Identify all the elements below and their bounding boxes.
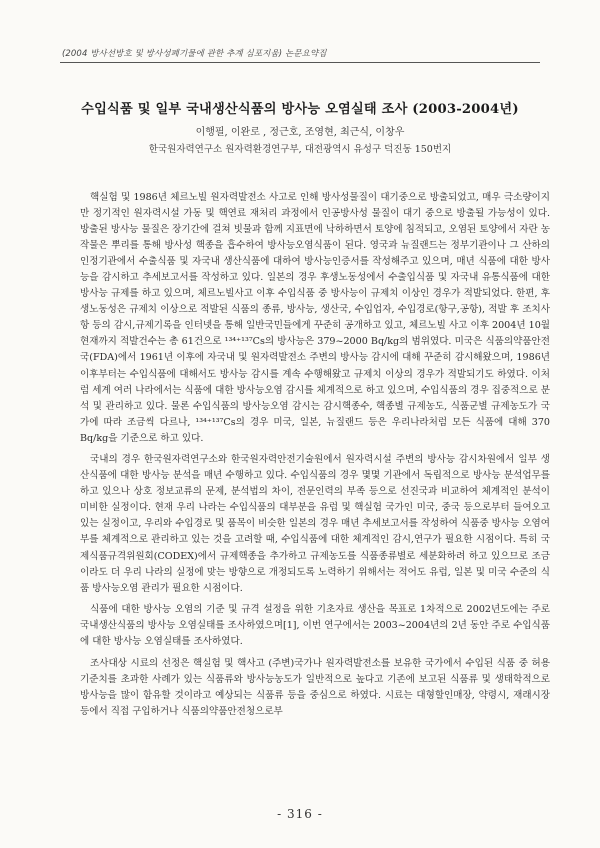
page-number: - 316 -: [277, 807, 323, 821]
body-paragraph-4: 조사대상 시료의 선정은 핵실험 및 핵사고 (주변)국가나 원자력발전소를 보유한 국가에서 수입된 식품 중 허용기준치를 초과한 사례가 있는 식품류와 방사능농도가 일반적으로 높다고 기존에 보고된 식품류 및 생태학적으로 방사능을 많이 함유할 것이라고 예상되는 식품류 등을 중심으로 하였다. 시료는 대형할인매장, 약령시, 재래시장 등에서 직접 구입하거나 식품의약품안전청으로부: [80, 657, 550, 717]
body-paragraph-1: 핵실험 및 1986년 체르노빌 원자력발전소 사고로 인해 방사성물질이 대기중으로 방출되었고, 매우 극소량이지만 정기적인 원자력시설 가동 및 핵연료 재처리 과정에서 인공방사성 물질이 대기 중으로 방출될 가능성이 있다. 방출된 방사능 물질은 장기간에 걸쳐 빗물과 함께 지표면에 낙하하면서 토양에 침적되고, 오염된 토양에서 자란 농작물은 뿌리를 통해 방사성 핵종을 흡수하여 방사능오염식품이 된다. 영국과 뉴질랜드는 정부기관이나 그 산하의 인정기관에서 수출식품 및 자국내 생산식품에 대하여 방사능인증서를 작성해주고 있으며, 매년 식품에 대한 방사능을 감시하고 추세보고서를 작성하고 있다. 일본의 경우 후생노동성에서 수출입식품 및 자국내 유통식품에 대한 방사능 규제를 하고 있으며, 체르노빌사고 이후 수입식품 중 방사능이 규제치 이상인 경우가 적발되었다. 한편, 후생노동성은 규제치 이상으로 적발된 식품의 종류, 방사능, 생산국, 수입업자, 수입경로(항구,공항), 적발 후 조치사항 등의 감시,규제기록을 인터넷을 통해 일반국민들에게 꾸준히 공개하고 있고, 체르노빌 사고 이후 2004년 10월 현재까지 적발건수는 총 61건으로 ¹³⁴⁺¹³⁷Cs의 방사능은 379~2000 Bq/kg의 범위였다. 미국은 식품의약품안전국(FDA)에서 1961년 이후에 자국내 및 원자력발전소 주변의 방사능 감시에 대해 꾸준히 감시해왔으며, 1986년 이후부터는 수입식품에 대해서도 방사능 감시를 계속 수행해왔고 규제치 이상의 경우가 적발되기도 하였다. 이처럼 세계 여러 나라에서는 식품에 대한 방사능오염 감시를 체계적으로 하고 있으며, 수입식품의 경우 집중적으로 분석 및 관리하고 있다. 물론 수입식품의 방사능오염 감시는 감시핵종수, 핵종별 규제농도, 식품군별 규제농도가 국가에 따라 조금씩 다르나, ¹³⁴⁺¹³⁷Cs의 경우 미국, 일본, 뉴질랜드 등은 우리나라처럼 모든 식품에 대해 370 Bq/kg을 기준으로 하고 있다.: [80, 192, 550, 444]
body-paragraph-2: 국내의 경우 한국원자력연구소와 한국원자력안전기술원에서 원자력시설 주변의 방사능 감시차원에서 일부 생산식품에 대한 방사능 분석을 매년 수행하고 있다. 수입식품의 경우 몇몇 기관에서 독립적으로 방사능 분석업무를 하고 있으나 상호 정보교류의 문제, 분석법의 차이, 전문인력의 부족 등으로 선진국과 비교하여 체계적인 분석이 미비한 실정이다. 현재 우리 나라는 수입식품의 대부분을 유럽 및 핵실험 국가인 미국, 중국 등으로부터 들여오고 있는 실정이고, 우리와 수입경로 및 품목이 비슷한 일본의 경우 매년 추세보고서를 작성하여 식품중 방사능 오염여부를 체계적으로 관리하고 있는 것을 고려할 때, 수입식품에 대한 체계적인 감시,연구가 필요한 시점이다. 특히 국제식품규격위원회(CODEX)에서 규제핵종을 추가하고 규제농도를 식품종류별로 세분화하려 하고 있으므로 조금이라도 더 우리 나라의 실정에 맞는 방향으로 개정되도록 노력하기 위해서는 적어도 유럽, 일본 및 미국 수준의 식품 방사능오염 관리가 필요한 시점이다.: [80, 454, 550, 594]
body-paragraph-3: 식품에 대한 방사능 오염의 기준 및 규격 설정을 위한 기초자료 생산을 목표로 1차적으로 2002년도에는 주로 국내생산식품의 방사능 오염실태를 조사하였으며[1], 이번 연구에서는 2003~2004년의 2년 동안 주로 수입식품에 대한 방사능 오염실태를 조사하였다.: [80, 604, 550, 648]
running-header: (2004 방사선방호 및 방사성폐기물에 관한 추계 심포지움) 논문요약집: [62, 49, 327, 59]
paper-body: [80, 190, 550, 720]
paper-title: 수입식품 및 일부 국내생산식품의 방사능 오염실태 조사 (2003-2004년): [81, 102, 519, 117]
header-rule: [60, 62, 540, 63]
paper-affiliation: 한국원자력연구소 원자력환경연구부, 대전광역시 유성구 덕진동 150번지: [148, 144, 452, 155]
paper-authors: 이행필, 이완로 , 정근호, 조영현, 최근식, 이창우: [195, 127, 405, 138]
